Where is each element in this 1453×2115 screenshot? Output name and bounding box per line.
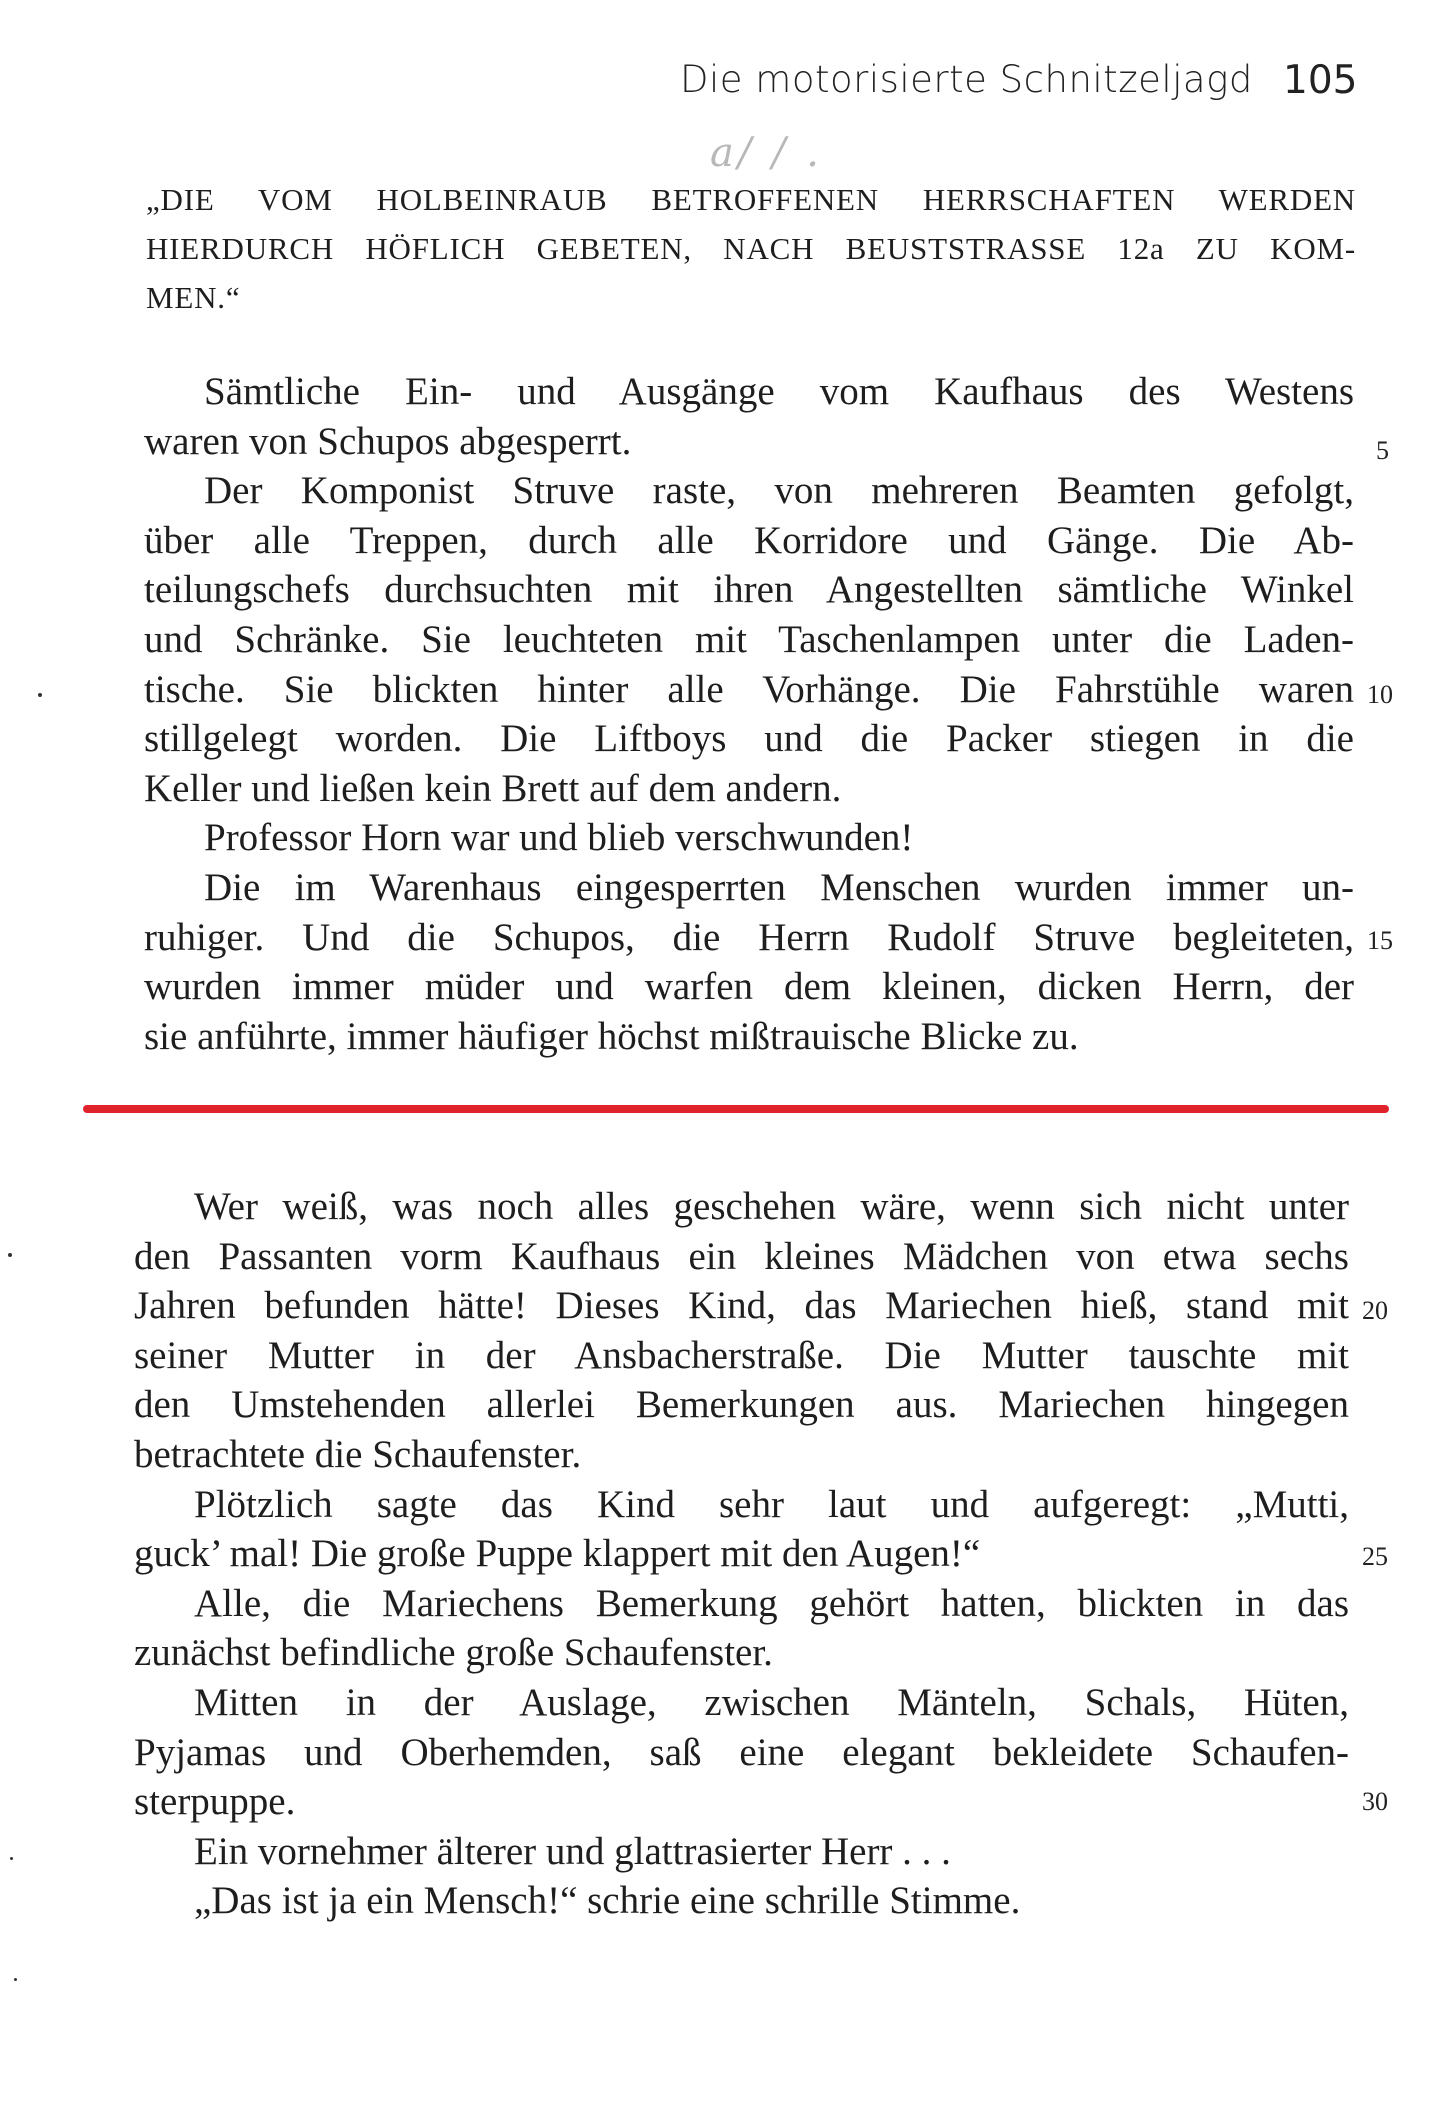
scan-speck — [14, 1978, 17, 1981]
red-separator-line — [83, 1105, 1389, 1113]
text-line: Sämtliche Ein- und Ausgänge vom Kaufhaus des Westens — [204, 370, 1354, 413]
announcement-line: HIERDURCH HÖFLICH GEBETEN, NACH BEUSTSTRASSE 12a ZU KOM- — [146, 231, 1356, 266]
text-line: ruhiger. Und die Schupos, die Herrn Rudolf Struve begleiteten, — [144, 915, 1354, 959]
text-line: Plötzlich sagte das Kind sehr laut und aufgeregt: „Mutti, — [194, 1482, 1349, 1526]
text-line: guck’ mal! Die große Puppe klappert mit den Augen!“ — [134, 1532, 981, 1576]
text-line: Ein vornehmer älterer und glattrasierter Herr . . . — [194, 1829, 951, 1873]
running-head-title: Die motorisierte Schnitzeljagd — [680, 58, 1253, 101]
scan-speck — [8, 1253, 12, 1257]
line-number-margin: 25 — [1362, 1542, 1388, 1571]
scan-speck — [38, 693, 42, 697]
text-line: und Schränke. Sie leuchteten mit Taschenlampen unter die Laden- — [144, 617, 1354, 661]
line-number-margin: 10 — [1367, 680, 1393, 709]
announcement-line: MEN.“ — [146, 280, 241, 315]
text-line: sie anführte, immer häufiger höchst mißtrauische Blicke zu. — [144, 1014, 1079, 1058]
text-line: Mitten in der Auslage, zwischen Mänteln, Schals, Hüten, — [194, 1680, 1349, 1724]
text-line: stillgelegt worden. Die Liftboys und die Packer stiegen in die — [144, 717, 1354, 761]
text-line: über alle Treppen, durch alle Korridore und Gänge. Die Ab- — [144, 518, 1354, 562]
text-section-1 — [144, 367, 1354, 1061]
text-line: Pyjamas und Oberhemden, saß eine elegant bekleidete Schaufen- — [134, 1730, 1349, 1774]
text-section-2 — [134, 1182, 1349, 1926]
pencil-annotation: a/ / . — [710, 130, 823, 176]
announcement-line: „DIE VOM HOLBEINRAUB BETROFFENEN HERRSCHAFTEN WERDEN — [146, 182, 1356, 217]
text-line: Die im Warenhaus eingesperrten Menschen wurden immer un- — [204, 865, 1354, 909]
text-line: betrachtete die Schaufenster. — [134, 1432, 582, 1476]
line-number-margin: 30 — [1362, 1787, 1388, 1816]
line-number-margin: 15 — [1367, 926, 1393, 955]
text-line: Der Komponist Struve raste, von mehreren Beamten gefolgt, — [204, 469, 1354, 513]
text-line: wurden immer müder und warfen dem kleinen, dicken Herrn, der — [144, 965, 1354, 1009]
text-line: zunächst befindliche große Schaufenster. — [134, 1631, 773, 1675]
text-line: „Das ist ja ein Mensch!“ schrie eine schrille Stimme. — [194, 1879, 1021, 1923]
scan-speck — [10, 1857, 13, 1860]
line-number-margin: 20 — [1362, 1296, 1388, 1325]
text-line: den Passanten vorm Kaufhaus ein kleines Mädchen von etwa sechs — [134, 1234, 1349, 1278]
text-line: tische. Sie blickten hinter alle Vorhänge. Die Fahrstühle waren — [144, 667, 1354, 711]
line-number-margin: 5 — [1376, 436, 1389, 465]
text-line: sterpuppe. — [134, 1780, 296, 1824]
text-line: Wer weiß, was noch alles geschehen wäre, wenn sich nicht unter — [194, 1185, 1349, 1228]
caps-announcement — [146, 175, 1356, 322]
text-line: Jahren befunden hätte! Dieses Kind, das Mariechen hieß, stand mit — [134, 1284, 1349, 1328]
text-line: Alle, die Mariechens Bemerkung gehört hatten, blickten in das — [194, 1581, 1349, 1625]
text-line: teilungschefs durchsuchten mit ihren Angestellten sämtliche Winkel — [144, 568, 1354, 612]
text-line: Professor Horn war und blieb verschwunden! — [204, 816, 914, 860]
text-line: Keller und ließen kein Brett auf dem andern. — [144, 766, 842, 810]
text-line: seiner Mutter in der Ansbacherstraße. Die Mutter tauschte mit — [134, 1333, 1349, 1377]
page-number: 105 — [1283, 58, 1358, 103]
text-line: den Umstehenden allerlei Bemerkungen aus. Mariechen hingegen — [134, 1383, 1349, 1427]
text-line: waren von Schupos abgesperrt. — [144, 419, 632, 463]
